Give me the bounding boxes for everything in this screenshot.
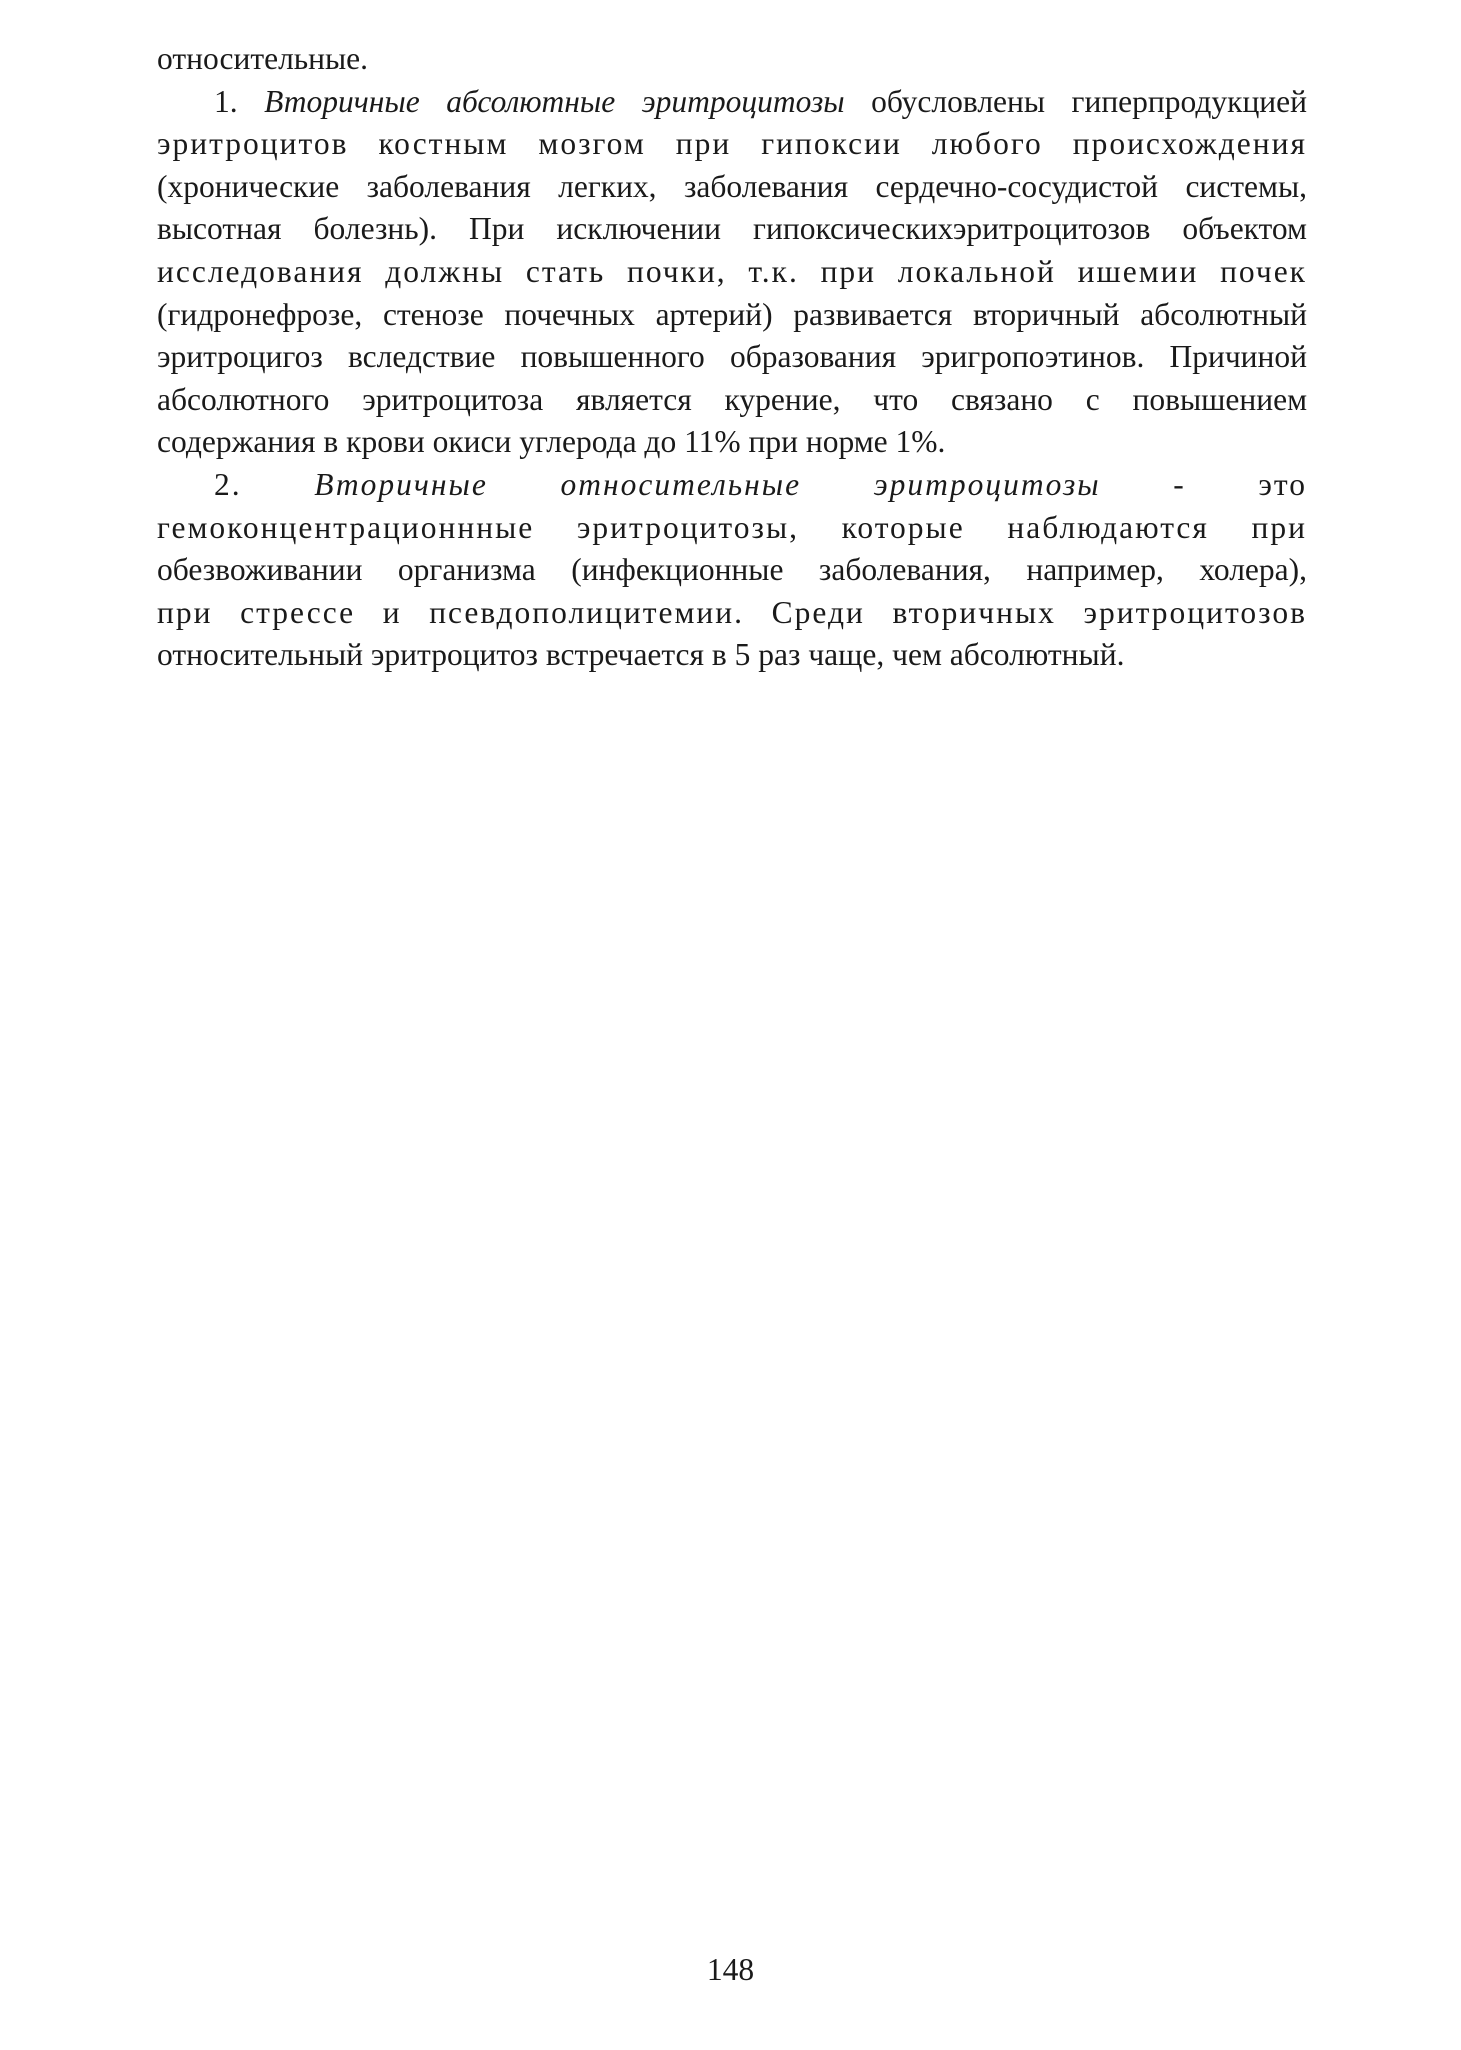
text-line: эритроцитов костным мозгом при гипоксии любого происхождения [157,126,1307,162]
page-number: 148 [706,1952,755,1987]
body-text [157,38,1307,677]
text-line: относительный эритроцитоз встречается в 5 раз чаще, чем абсолютный. [157,637,1125,673]
text-line: 2. Вторичные относительные эритроцитозы - это [214,466,1308,502]
text-line: абсолютного эритроцитоза является курение, что связано с повышением [157,381,1307,417]
text-line: эритроцигоз вследствие повышенного образования эригропоэтинов. Причиной [157,339,1307,375]
text-line: (гидронефрозе, стенозе почечных артерий) развивается вторичный абсолютный [157,296,1307,332]
italic-term: Вторичные относительные эритроцитозы [314,466,1101,502]
text-line: гемоконцентрационнные эритроцитозы, которые наблюдаются при [157,509,1307,545]
text-line: содержания в крови окиси углерода до 11% при норме 1%. [157,424,946,460]
text-line: высотная болезнь). При исключении гипоксическихэритроцитозов объектом [157,211,1307,247]
text-line: 1. Вторичные абсолютные эритроцитозы обусловлены гиперпродукцией [214,83,1307,119]
text-line: относительные. [157,41,369,76]
text-line: при стрессе и псевдополицитемии. Среди вторичных эритроцитозов [157,594,1307,630]
text-line: обезвоживании организма (инфекционные заболевания, например, холера), [157,552,1307,588]
text-line: (хронические заболевания легких, заболевания сердечно-сосудистой системы, [157,168,1307,204]
italic-term: Вторичные абсолютные эритроцитозы [264,83,845,119]
text-line: исследования должны стать почки, т.к. при локальной ишемии почек [157,253,1307,289]
